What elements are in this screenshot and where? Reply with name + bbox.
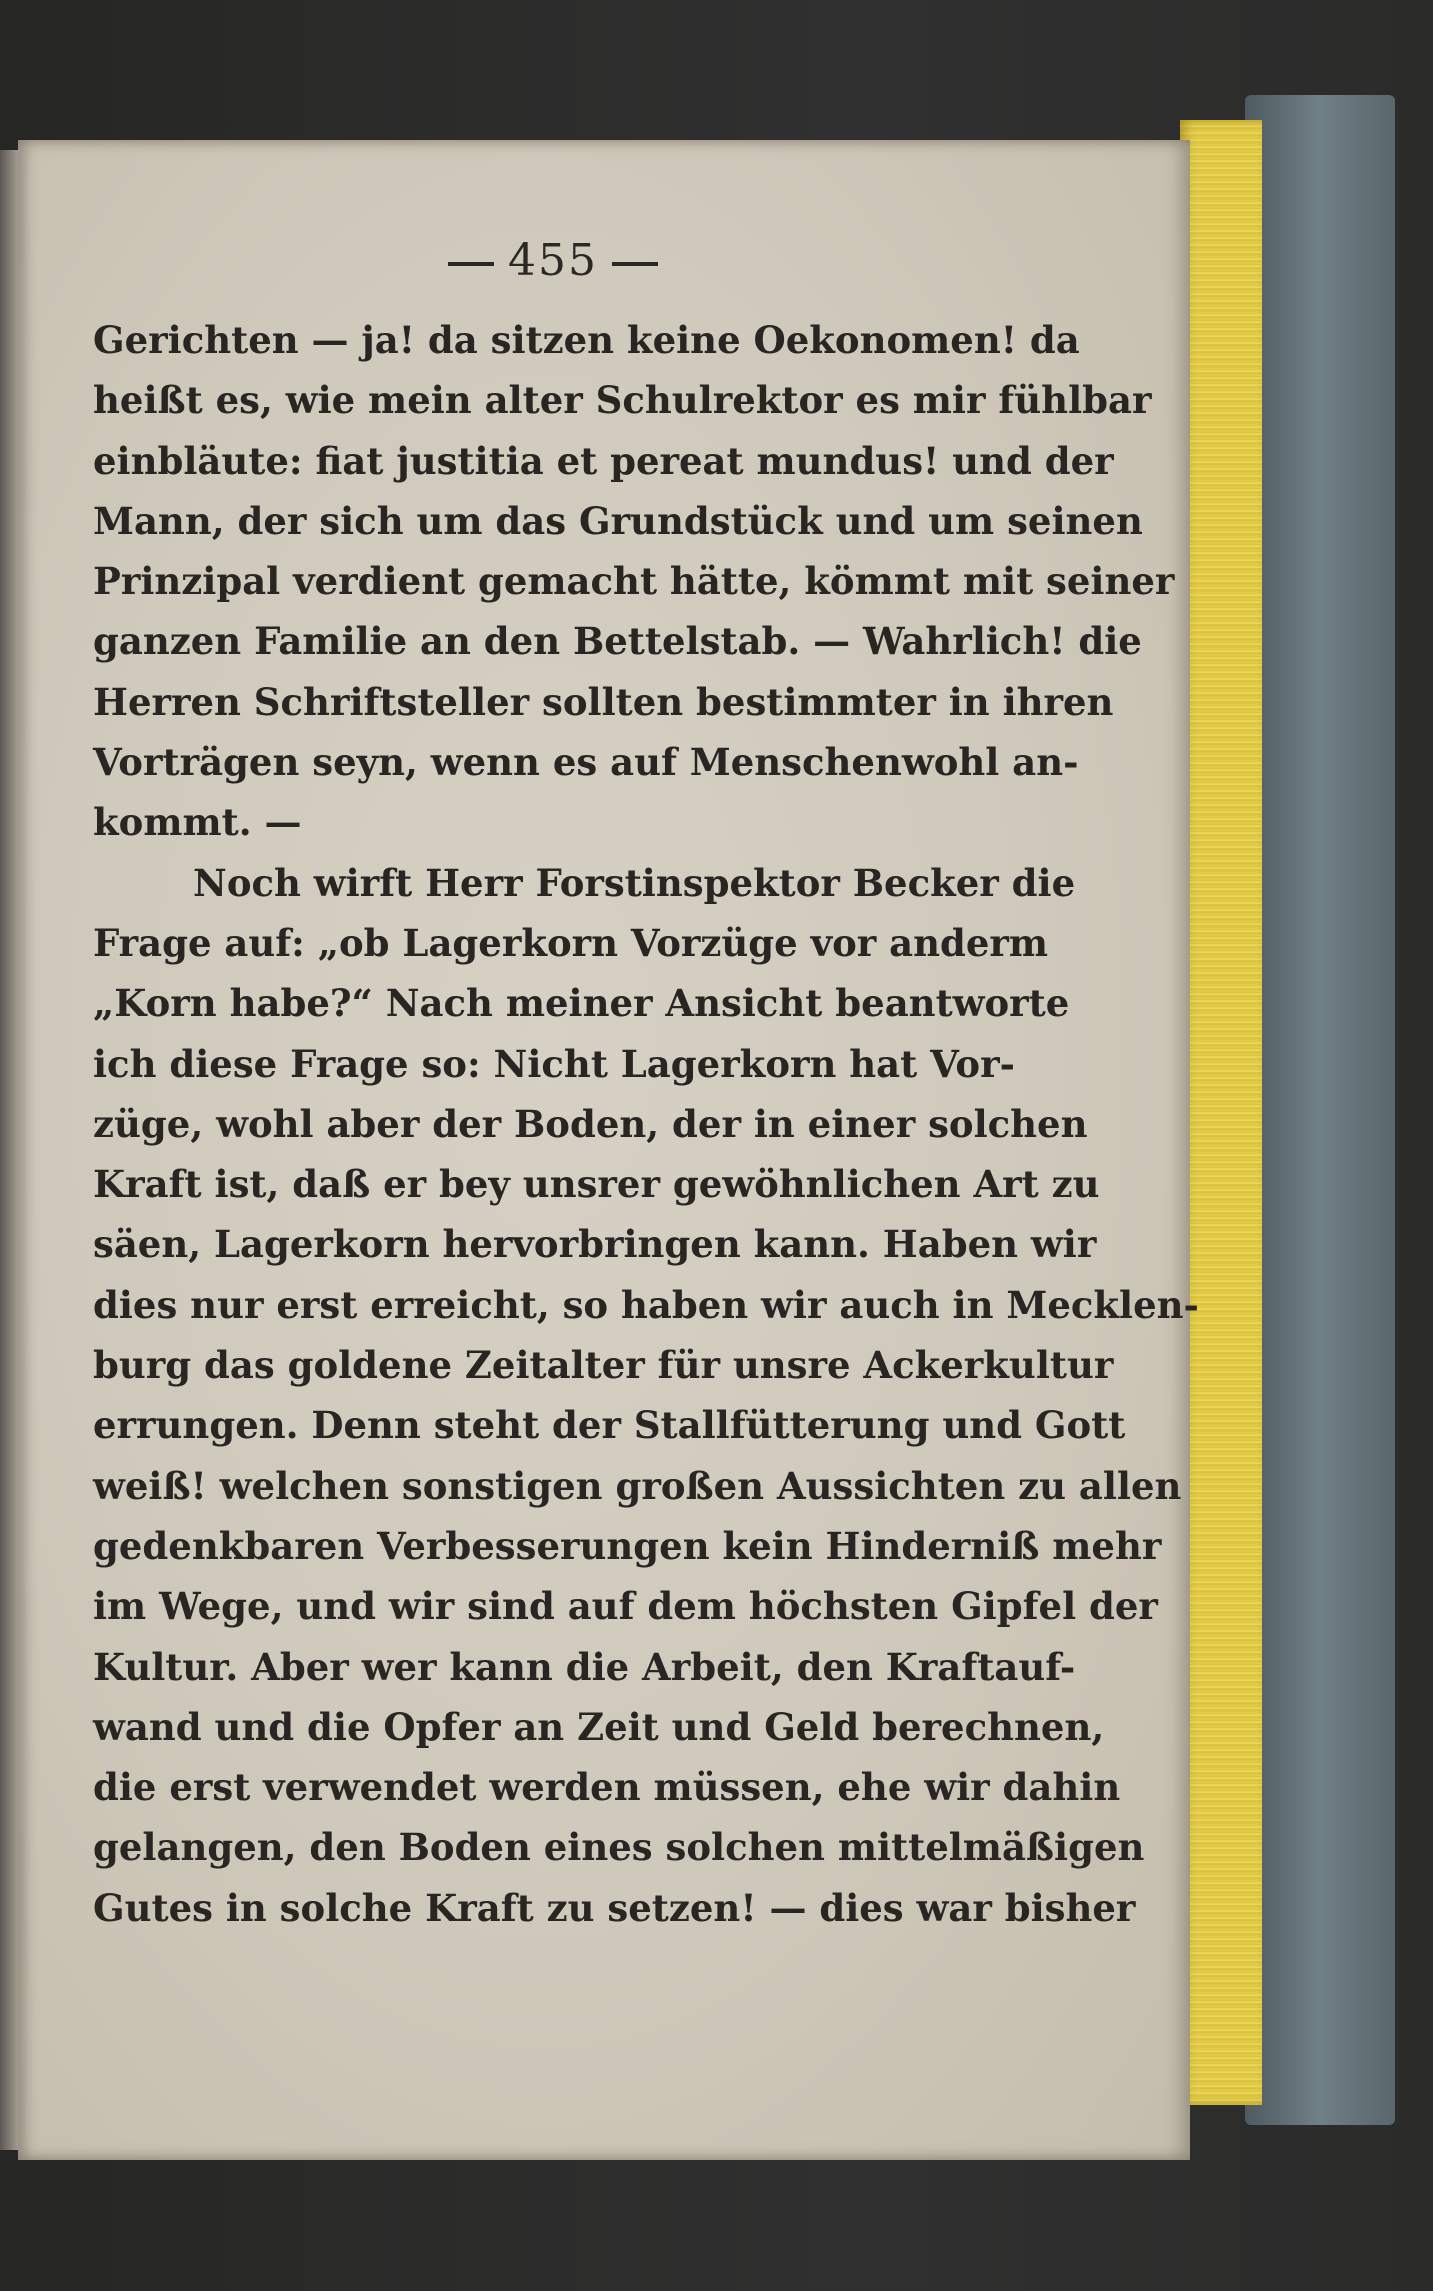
book-page [18,140,1199,2160]
text-line: Gerichten — ja! da sitzen keine Oekonomen! da [93,318,1080,362]
text-line: kommt. — [93,800,302,845]
text-line: gedenkbaren Verbesserungen kein Hinderniß mehr [93,1523,1162,1568]
text-line: Prinzipal verdient gemacht hätte, kömmt mit seiner [93,559,1175,604]
text-line: züge, wohl aber der Boden, der in einer solchen [93,1101,1088,1146]
page-number: 455 [508,235,598,286]
text-line: Frage auf: „ob Lagerkorn Vorzüge vor anderm [93,920,1049,965]
book-cover-edge [1245,95,1395,2125]
text-line: „Korn habe?“ Nach meiner Ansicht beantworte [93,981,1070,1026]
text-line: Vorträgen seyn, wenn es auf Menschenwohl an- [93,740,1079,785]
text-line: gelangen, den Boden eines solchen mittelmäßigen [93,1825,1145,1870]
text-line: dies nur erst erreicht, so haben wir auch in Mecklen- [93,1282,1199,1327]
text-line: wand und die Opfer an Zeit und Geld berechnen, [93,1704,1105,1749]
text-line: ich diese Frage so: Nicht Lagerkorn hat Vor- [93,1041,1015,1086]
text-line: weiß! welchen sonstigen großen Aussichten zu allen [93,1463,1182,1508]
text-line: errungen. Denn steht der Stallfütterung und Gott [93,1403,1126,1448]
text-line: die erst verwendet werden müssen, ehe wir dahin [93,1765,1121,1810]
text-line: Herren Schriftsteller sollten bestimmter in ihren [93,679,1114,724]
text-line: Kraft ist, daß er bey unsrer gewöhnlichen Art zu [93,1162,1100,1207]
header-dash-left [448,262,494,266]
text-line: ganzen Familie an den Bettelstab. — Wahrlich! die [93,619,1142,664]
gilt-page-edges [1180,120,1262,2105]
text-line: burg das goldene Zeitalter für unsre Ackerkultur [93,1343,1114,1388]
body-text [93,310,1199,1938]
text-line: Noch wirft Herr Forstinspektor Becker die [193,860,1076,905]
text-line: Mann, der sich um das Grundstück und um seinen [93,498,1143,543]
previous-page-edge [0,150,20,2150]
page-header [403,235,703,286]
text-line: Gutes in solche Kraft zu setzen! — dies war bisher [93,1885,1136,1930]
text-line: Kultur. Aber wer kann die Arbeit, den Kraftauf- [93,1644,1076,1689]
text-line: einbläute: fiat justitia et pereat mundus! und der [93,438,1114,483]
text-line: im Wege, und wir sind auf dem höchsten Gipfel der [93,1584,1158,1629]
text-line: heißt es, wie mein alter Schulrektor es mir fühlbar [93,378,1152,423]
text-line: säen, Lagerkorn hervorbringen kann. Haben wir [93,1222,1097,1267]
header-dash-right [612,262,658,266]
